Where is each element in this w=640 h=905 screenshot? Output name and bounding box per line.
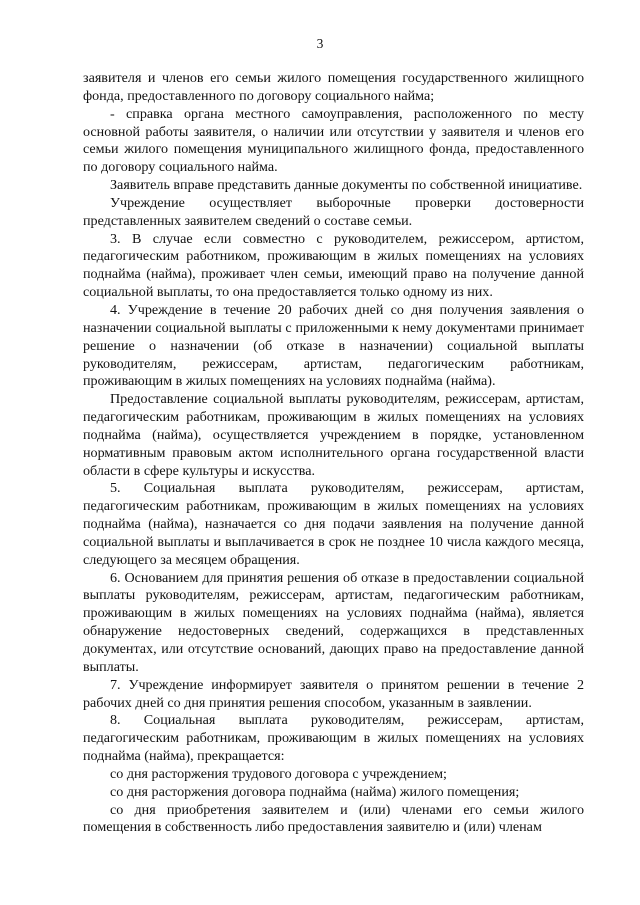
paragraph-clause-3: 3. В случае если совместно с руководителем, режиссером, артистом, педагогическим работником, проживающим в жилых помещениях на условиях поднайма (найма), проживает член семьи, имеющий право на получение данной социальной выплаты, то она предоставляется только одному из них.	[83, 230, 584, 301]
page-number: 3	[316, 36, 324, 51]
paragraph-clause-7: 7. Учреждение информирует заявителя о принятом решении в течение 2 рабочих дней со дня принятия решения способом, указанным в заявлении.	[83, 676, 584, 711]
paragraph-provision-procedure: Предоставление социальной выплаты руководителям, режиссерам, артистам, педагогическим работникам, проживающим в жилых помещениях на условиях поднайма (найма), осуществляется учреждением в порядке, установленном нормативным правовым актом исполнительного органа государственной власти области в сфере культуры и искусства.	[83, 391, 584, 479]
paragraph-clause-6: 6. Основанием для принятия решения об отказе в предоставлении социальной выплаты руководителям, режиссерам, артистам, педагогическим работникам, проживающим в жилых помещениях на условиях поднайма (найма), является обнаружение недостоверных сведений, содержащихся в представленных документах, или отсутствие оснований, дающих право на предоставление данной выплаты.	[83, 569, 584, 675]
paragraph-clause-8: 8. Социальная выплата руководителям, режиссерам, артистам, педагогическим работникам, проживающим в жилых помещениях на условиях поднайма (найма), прекращается:	[83, 712, 584, 765]
paragraph-termination-acquisition: со дня приобретения заявителем и (или) членами его семьи жилого помещения в собственность либо предоставления заявителю и (или) членам	[83, 801, 584, 836]
paragraph-continuation: заявителя и членов его семьи жилого помещения государственного жилищного фонда, предоставленного по договору социального найма;	[83, 70, 584, 104]
paragraph-termination-lease: со дня расторжения договора поднайма (найма) жилого помещения;	[110, 783, 520, 800]
paragraph-selective-checks: Учреждение осуществляет выборочные проверки достоверности представленных заявителем сведений о составе семьи.	[83, 194, 584, 229]
paragraph-termination-employment: со дня расторжения трудового договора с учреждением;	[110, 765, 447, 782]
paragraph-clause-4: 4. Учреждение в течение 20 рабочих дней со дня получения заявления о назначении социальной выплаты с приложенными к нему документами принимает решение о назначении (об отказе в назначении) социальной выплаты руководителям, режиссерам, артистам, педагогическим работникам, проживающим в жилых помещениях на условиях поднайма (найма).	[83, 301, 584, 390]
paragraph-own-initiative: Заявитель вправе представить данные документы по собственной инициативе.	[110, 177, 583, 194]
paragraph-municipal-certificate: - справка органа местного самоуправления, расположенного по месту основной работы заявителя, о наличии или отсутствии у заявителя и членов его семьи жилого помещения муниципального жилищного фонда, предоставленного по договору социального найма.	[83, 105, 584, 176]
document-body	[83, 70, 584, 837]
paragraph-clause-5: 5. Социальная выплата руководителям, режиссерам, артистам, педагогическим работникам, проживающим в жилых помещениях на условиях поднайма (найма), назначается со дня подачи заявления на получение данной социальной выплаты и выплачивается в срок не позднее 10 числа каждого месяца, следующего за месяцем обращения.	[83, 480, 584, 568]
